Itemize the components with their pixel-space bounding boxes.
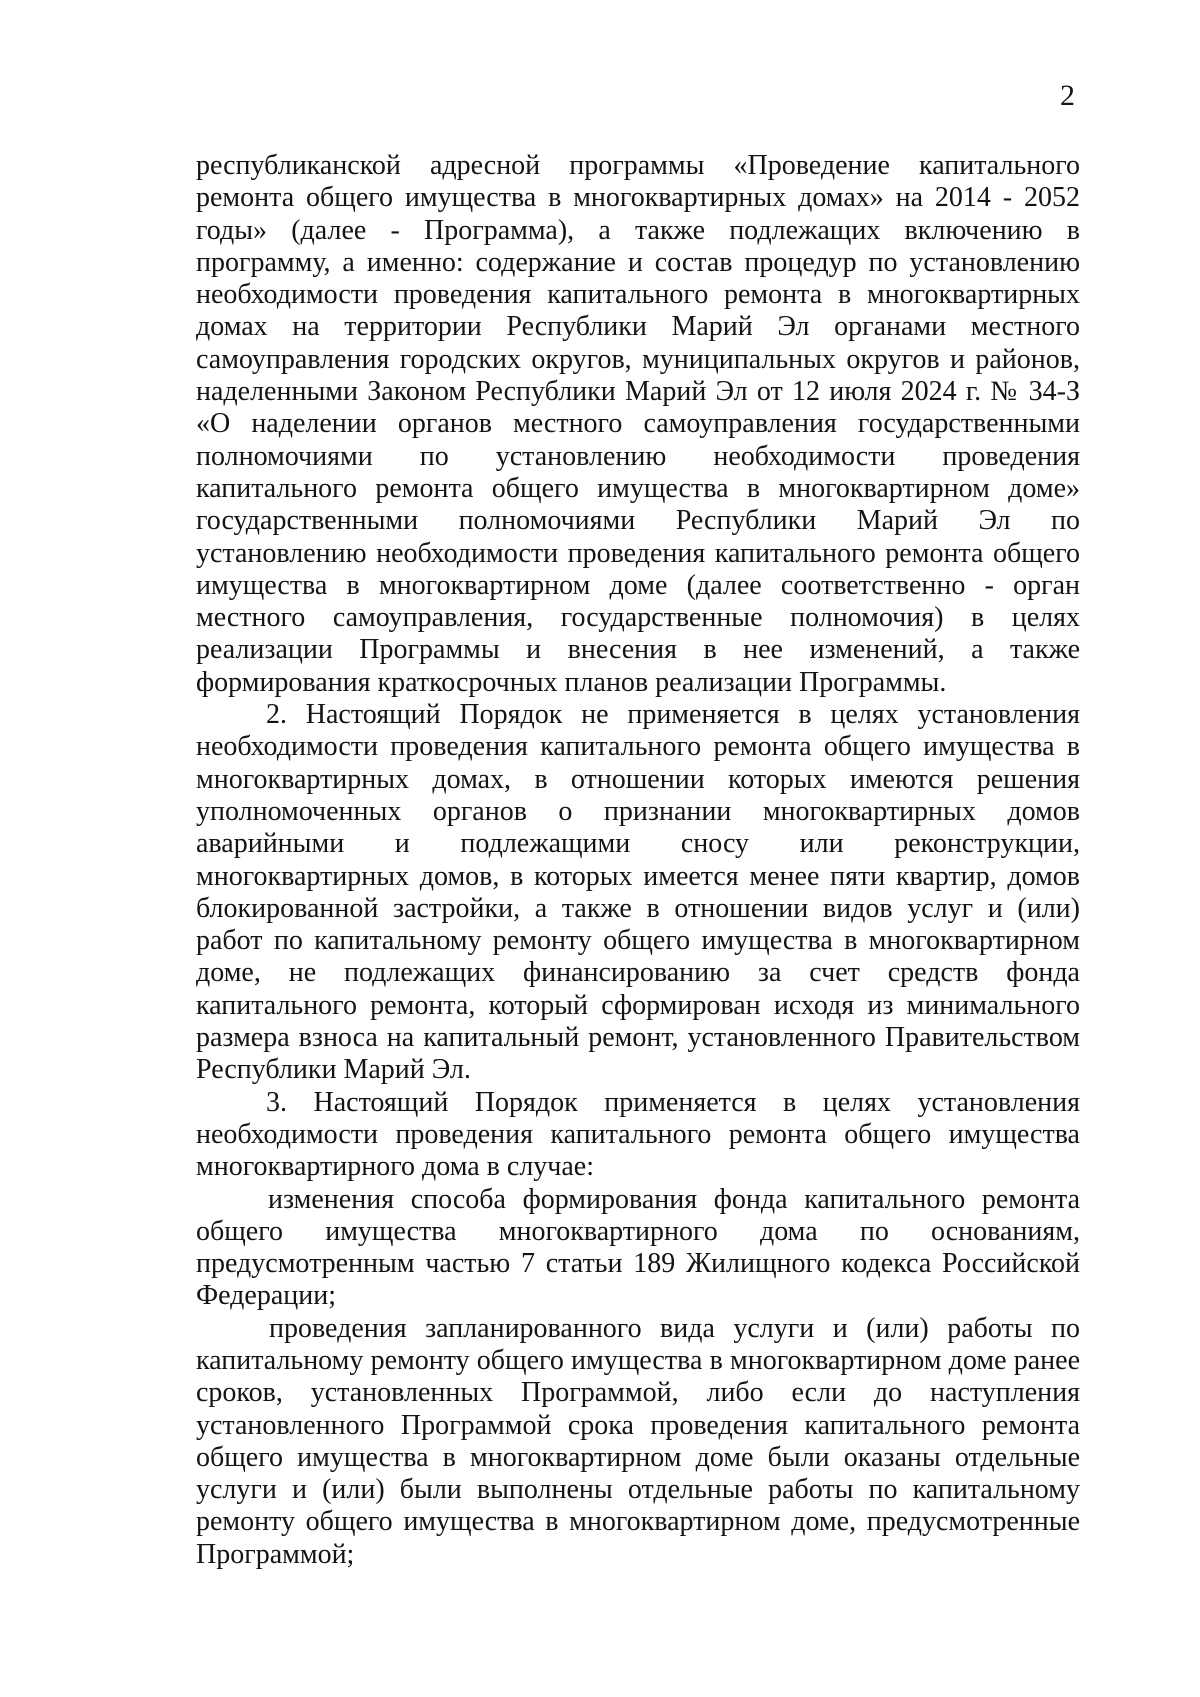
paragraph-continuation: республиканской адресной программы «Проведение капитального ремонта общего имущества в многоквартирных домах» на 2014 - 2052 годы» (далее - Программа), а также подлежащих включению в программу, а именно: содержание и состав процедур по установлению необходимости проведения капитального ремонта в многоквартирных домах на территории Республики Марий Эл органами местного самоуправления городских округов, муниципальных округов и районов, наделенными Законом Республики Марий Эл от 12 июля 2024 г. № 34-З «О наделении органов местного самоуправления государственными полномочиями по установлению необходимости проведения капитального ремонта общего имущества в многоквартирном доме» государственными полномочиями Республики Марий Эл по установлению необходимости проведения капитального ремонта общего имущества в многоквартирном доме (далее соответственно - орган местного самоуправления, государственные полномочия) в целях реализации Программы и внесения в нее изменений, а также формирования краткосрочных планов реализации Программы. — [196, 150, 1080, 698]
paragraph-case-early-works: проведения запланированного вида услуги и (или) работы по капитальному ремонту общего имущества в многоквартирном доме ранее сроков, установленных Программой, либо если до наступления установленного Программой срока проведения капитального ремонта общего имущества в многоквартирном доме были оказаны отдельные услуги и (или) были выполнены отдельные работы по капитальному ремонту общего имущества в многоквартирном доме, предусмотренные Программой; — [196, 1312, 1080, 1570]
document-body — [196, 150, 1080, 1571]
page-number: 2 — [1060, 79, 1075, 112]
paragraph-case-fund-change: изменения способа формирования фонда капитального ремонта общего имущества многоквартирного дома по основаниям, предусмотренным частью 7 статьи 189 Жилищного кодекса Российской Федерации; — [196, 1183, 1080, 1312]
paragraph-item-3: 3. Настоящий Порядок применяется в целях установления необходимости проведения капитального ремонта общего имущества многоквартирного дома в случае: — [196, 1086, 1080, 1183]
paragraph-item-2: 2. Настоящий Порядок не применяется в целях установления необходимости проведения капитального ремонта общего имущества в многоквартирных домах, в отношении которых имеются решения уполномоченных органов о признании многоквартирных домов аварийными и подлежащими сносу или реконструкции, многоквартирных домов, в которых имеется менее пяти квартир, домов блокированной застройки, а также в отношении видов услуг и (или) работ по капитальному ремонту общего имущества в многоквартирном доме, не подлежащих финансированию за счет средств фонда капитального ремонта, который сформирован исходя из минимального размера взноса на капитальный ремонт, установленного Правительством Республики Марий Эл. — [196, 699, 1080, 1086]
